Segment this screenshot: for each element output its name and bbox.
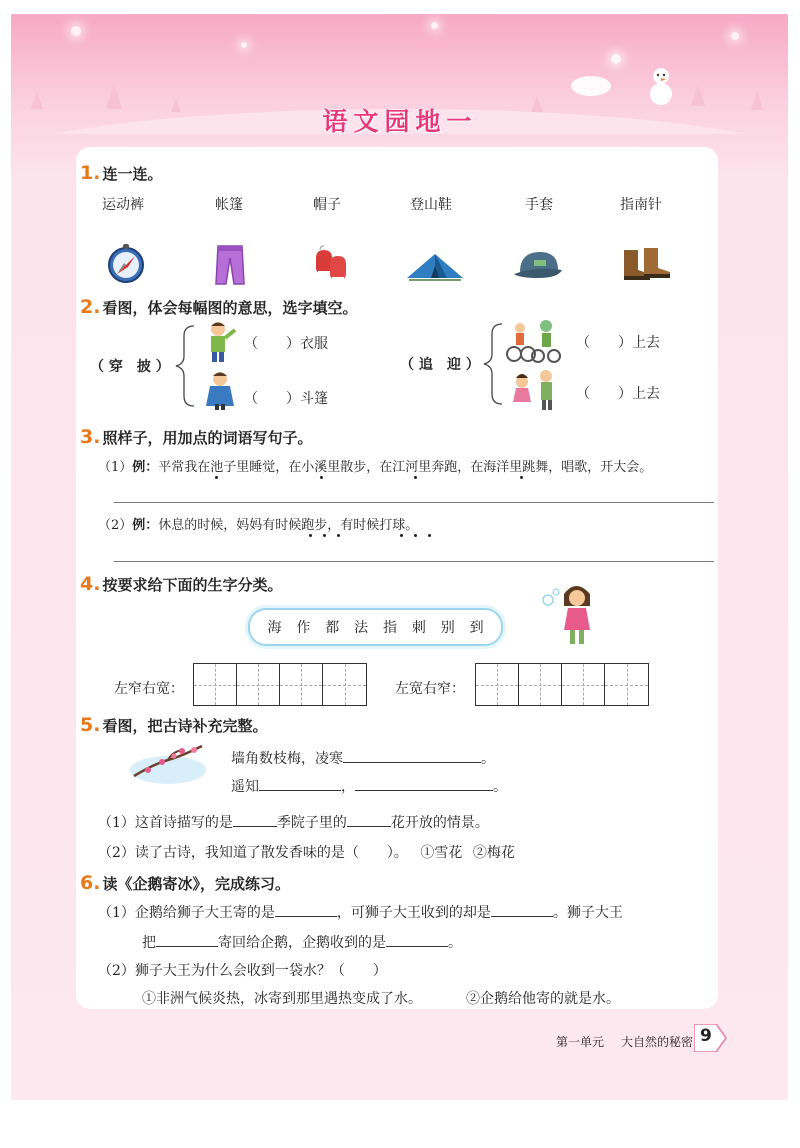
plum-blossom-icon (128, 740, 208, 786)
character-cloud: 海 作 都 法 指 刺 别 到 (248, 608, 503, 646)
question-4-heading: 4. 按要求给下面的生字分类。 (80, 573, 283, 595)
q5-sub-2: （2）读了古诗，我知道了散发香味的是（ ）。 ①雪花 ②梅花 (98, 845, 515, 861)
poem-line-1: 墙角数枝梅，凌寒 。 (231, 751, 495, 767)
boots-icon (620, 246, 674, 284)
q6-blank-3[interactable] (156, 933, 218, 947)
word-hat: 帽子 (313, 197, 341, 213)
q6-sub-2-options: ①非洲气候炎热，冰寄到那里遇热变成了水。 ②企鹅给他寄的就是水。 (142, 991, 620, 1007)
girl-blowing-bubbles-icon (540, 580, 604, 646)
q6-blank-1[interactable] (275, 903, 337, 917)
poem-blank-3[interactable] (355, 777, 493, 791)
word-gloves: 手套 (525, 197, 553, 213)
page-title: 语文园地一 (322, 107, 478, 136)
page-number: 9 (700, 1026, 712, 1046)
q3-answer-line-2[interactable] (114, 561, 714, 562)
word-compass: 指南针 (620, 197, 662, 213)
left-brace (170, 324, 198, 408)
tent-icon (405, 250, 465, 282)
question-2-heading: 2. 看图，体会每幅图的意思，选字填空。 (80, 296, 358, 318)
pants-icon (213, 244, 247, 286)
q6-sub-2: （2）狮子大王为什么会收到一袋水？（ ） (98, 963, 387, 979)
footer-unit: 第一单元 (556, 1035, 605, 1049)
q3-example-2: （2）例：休息的时候，妈妈有时候跑步，有时候打球。 (98, 518, 419, 533)
footer-unit-title: 大自然的秘密 (621, 1035, 694, 1049)
cap-icon (512, 250, 564, 282)
grid-right-label: 左宽右窄： (395, 681, 465, 697)
compass-icon (106, 242, 146, 284)
q6-blank-2[interactable] (491, 903, 553, 917)
grid-left-label: 左窄右宽： (114, 681, 184, 697)
question-5-heading: 5. 看图，把古诗补充完整。 (80, 714, 268, 736)
q2-left-item-1: （ ）衣服 (244, 336, 328, 352)
flower-blank[interactable] (347, 813, 391, 827)
q3-example-1: （1）例：平常我在池子里睡觉，在小溪里散步，在江河里奔跑，在海洋里跳舞，唱歌，开大会。 (98, 460, 653, 475)
q3-answer-line-1[interactable] (114, 502, 714, 503)
word-tent: 帐篷 (215, 197, 243, 213)
question-1-heading: 1. 连一连。 (80, 162, 163, 184)
q2-right-item-2: （ ）上去 (576, 386, 660, 402)
q2-left-item-2: （ ）斗篷 (244, 391, 328, 407)
poem-line-2: 遥知 ， 。 (231, 779, 507, 795)
gloves-icon (310, 244, 352, 286)
question-3-heading: 3. 照样子，用加点的词语写句子。 (80, 426, 313, 448)
season-blank[interactable] (233, 813, 277, 827)
poem-blank-2[interactable] (259, 777, 341, 791)
grid-left-wide-right-narrow[interactable] (475, 663, 649, 706)
q2-right-item-1: （ ）上去 (576, 335, 660, 351)
poem-blank-1[interactable] (343, 749, 481, 763)
child-dressing-icon (198, 320, 240, 364)
q6-sub-1-line-2: 把 寄回给企鹅，企鹅收到的是 。 (142, 935, 462, 951)
word-sportpants: 运动裤 (102, 197, 144, 213)
grid-left-narrow-right-wide[interactable] (193, 663, 367, 706)
child-cape-icon (200, 370, 240, 412)
question-6-heading: 6. 读《企鹅寄冰》，完成练习。 (80, 872, 290, 894)
q2-left-choice: （ 穿 披 ） (90, 359, 170, 375)
children-cycling-icon (502, 318, 562, 364)
child-greeting-icon (508, 368, 562, 412)
q2-right-choice: （ 追 迎 ） (400, 357, 480, 373)
word-hiking-shoes: 登山鞋 (410, 197, 452, 213)
q6-blank-4[interactable] (386, 933, 448, 947)
q5-sub-1: （1）这首诗描写的是 季院子里的 花开放的情景。 (98, 815, 489, 831)
q6-sub-1-line-1: （1）企鹅给狮子大王寄的是 ，可狮子大王收到的却是 。狮子大王 (98, 905, 623, 921)
